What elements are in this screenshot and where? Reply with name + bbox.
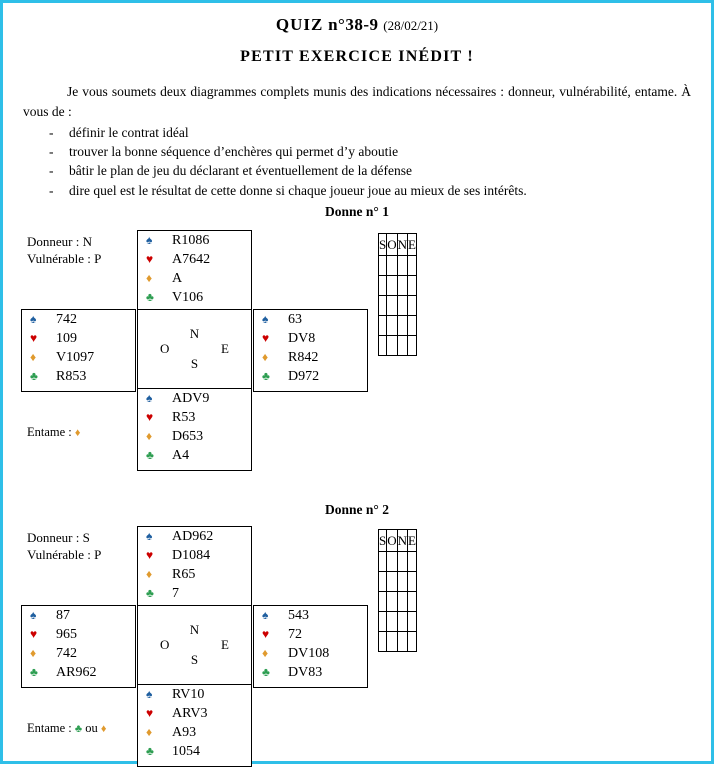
deal-1-bidding-table[interactable] [378,233,417,356]
bid-cell[interactable] [397,276,407,296]
bidding-table-row [379,552,417,572]
deal-2-meta [27,529,101,563]
bidding-table-row [379,592,417,612]
bid-cell[interactable] [397,612,407,632]
hand-suit-row-diamonds [138,565,251,584]
spade-icon: ♠ [30,608,37,622]
bid-cell[interactable] [397,632,407,652]
spade-cards: ADV9 [172,391,210,406]
deal-2-east-hand [253,605,368,688]
diamond-cards: R65 [172,567,196,582]
heart-icon: ♥ [146,410,154,424]
hand-suit-row-hearts [138,704,251,723]
bid-cell[interactable] [387,552,397,572]
bid-cell[interactable] [379,336,387,356]
hand-suit-row-spades [138,389,251,408]
bid-cell[interactable] [408,612,417,632]
diamond-icon: ♦ [30,350,37,364]
deal-2-north-hand [137,526,252,609]
diamond-cards: A93 [172,725,197,740]
compass-east-label: E [221,341,229,356]
hand-suit-row-diamonds [138,723,251,742]
bid-cell[interactable] [379,276,387,296]
bidding-table-row [379,612,417,632]
hand-suit-row-hearts [138,250,251,269]
bid-cell[interactable] [379,592,387,612]
hand-suit-row-hearts [22,625,135,644]
club-cards: V106 [172,290,204,305]
bid-cell[interactable] [379,572,387,592]
bid-cell[interactable] [408,256,417,276]
bullet-dash: - [49,125,54,141]
diamond-icon: ♦ [146,271,153,285]
bullet-dash: - [49,144,54,160]
hand-suit-row-diamonds [254,348,367,367]
intro-block [23,82,691,200]
spade-cards: 63 [288,312,302,327]
spade-icon: ♠ [146,233,153,247]
bid-cell[interactable] [387,276,397,296]
diamond-cards: A [172,271,183,286]
deal-1-meta [27,233,101,267]
hand-suit-row-diamonds [254,644,367,663]
hand-suit-row-spades [254,310,367,329]
hand-suit-row-hearts [138,546,251,565]
bidding-table-row [379,256,417,276]
intro-paragraph: Je vous soumets deux diagrammes complets munis des indications nécessaires : donneur, vulnérabilité, entame. À vous de : [23,84,691,119]
task-text: trouver la bonne séquence d’enchères qui permet d’y aboutie [69,144,399,160]
bidding-table-row [379,336,417,356]
compass-west-label: O [160,341,170,356]
deal-1-west-hand [21,309,136,392]
bid-cell[interactable] [408,572,417,592]
bidding-table-header-row [379,530,417,552]
spade-icon: ♠ [146,391,153,405]
spade-icon: ♠ [262,608,269,622]
bid-cell[interactable] [408,632,417,652]
diamond-icon: ♦ [74,427,81,439]
spade-cards: RV10 [172,687,205,702]
bullet-dash: - [49,182,54,198]
heart-cards: ARV3 [172,706,208,721]
bid-cell[interactable] [408,276,417,296]
bid-cell[interactable] [397,256,407,276]
hand-suit-row-diamonds [138,269,251,288]
heart-icon: ♥ [146,252,154,266]
entame-label: Entame : [27,425,72,439]
bidding-header-west: O [387,530,397,552]
task-list-item [23,123,691,142]
hand-suit-row-clubs [22,367,135,386]
diamond-cards: V1097 [56,350,95,365]
deal-1-north-hand [137,230,252,313]
club-cards: R853 [56,369,87,384]
bidding-table-header-row [379,234,417,256]
bid-cell[interactable] [397,316,407,336]
compass-north-label: N [189,326,200,341]
bid-cell[interactable] [387,336,397,356]
bid-cell[interactable] [379,632,387,652]
bidding-table-row [379,296,417,316]
deal-1-vulnerable: Vulnérable : P [27,251,102,266]
heart-cards: D1084 [172,548,211,563]
spade-cards: 543 [288,608,309,623]
diamond-icon: ♦ [30,646,37,660]
bid-cell[interactable] [408,592,417,612]
hand-suit-row-clubs [254,367,367,386]
club-cards: A4 [172,448,190,463]
bidding-header-east: E [408,530,417,552]
hand-suit-row-spades [22,310,135,329]
task-list-item [23,142,691,161]
bid-cell[interactable] [379,256,387,276]
club-cards: DV83 [288,665,323,680]
bidding-header-south: S [379,234,387,256]
bidding-header-east: E [408,234,417,256]
club-icon: ♣ [262,665,270,679]
club-icon: ♣ [146,744,154,758]
club-cards: 7 [172,586,179,601]
bidding-header-north: N [397,234,407,256]
heart-icon: ♥ [146,548,154,562]
deal-1-compass [137,309,252,392]
heart-icon: ♥ [146,706,154,720]
task-list-item [23,181,691,200]
bid-cell[interactable] [397,552,407,572]
bid-cell[interactable] [379,316,387,336]
deal-2-heading: Donne n° 2 [325,502,389,517]
deal-2-donneur: Donneur : S [27,530,90,545]
task-text: bâtir le plan de jeu du déclarant et éventuellement de la défense [69,163,412,179]
deal-1-south-hand [137,388,252,471]
heart-cards: A7642 [172,252,211,267]
spade-icon: ♠ [146,529,153,543]
diamond-icon: ♦ [262,350,269,364]
heart-icon: ♥ [262,627,270,641]
deal-2-vulnerable: Vulnérable : P [27,547,102,562]
hand-suit-row-diamonds [22,348,135,367]
bidding-header-north: N [397,530,407,552]
club-icon: ♣ [30,665,38,679]
diamond-icon: ♦ [262,646,269,660]
deal-1-east-hand [253,309,368,392]
spade-cards: 87 [56,608,70,623]
heart-icon: ♥ [30,331,38,345]
spade-cards: AD962 [172,529,214,544]
hand-suit-row-clubs [22,663,135,682]
club-cards: D972 [288,369,320,384]
heart-icon: ♥ [30,627,38,641]
bid-cell[interactable] [397,572,407,592]
bidding-header-south: S [379,530,387,552]
deal-2-entame [27,721,107,736]
bid-cell[interactable] [379,612,387,632]
bid-cell[interactable] [387,316,397,336]
quiz-number: n°38-9 [328,15,379,34]
club-icon: ♣ [30,369,38,383]
hand-suit-row-clubs [254,663,367,682]
heart-cards: 109 [56,331,77,346]
bid-cell[interactable] [387,572,397,592]
deal-2-bidding-table[interactable] [378,529,417,652]
quiz-title-word: QUIZ [275,15,324,34]
heart-cards: 965 [56,627,77,642]
spade-icon: ♠ [262,312,269,326]
diamond-icon: ♦ [100,723,107,735]
bid-cell[interactable] [397,296,407,316]
diamond-icon: ♦ [146,725,153,739]
task-text: définir le contrat idéal [69,125,189,141]
quiz-date: (28/02/21) [383,18,439,33]
hand-suit-row-spades [138,527,251,546]
heart-cards: R53 [172,410,196,425]
hand-suit-row-hearts [138,408,251,427]
bid-cell[interactable] [387,296,397,316]
bid-cell[interactable] [387,592,397,612]
heart-cards: DV8 [288,331,316,346]
hand-suit-row-diamonds [22,644,135,663]
compass-south-label: S [190,356,199,371]
club-cards: 1054 [172,744,200,759]
page-title [3,15,711,35]
task-list-item [23,161,691,180]
bid-cell[interactable] [408,316,417,336]
compass-north-label: N [189,622,200,637]
task-text: dire quel est le résultat de cette donne si chaque joueur joue au mieux de ses intérêts. [69,182,527,198]
club-icon: ♣ [146,290,154,304]
bid-cell[interactable] [408,552,417,572]
deal-1-entame [27,425,81,440]
club-icon: ♣ [146,448,154,462]
deal-2-compass [137,605,252,688]
club-cards: AR962 [56,665,97,680]
club-icon: ♣ [146,586,154,600]
hand-suit-row-spades [138,231,251,250]
diamond-cards: DV108 [288,646,330,661]
club-icon: ♣ [262,369,270,383]
bidding-table-row [379,316,417,336]
hand-suit-row-diamonds [138,427,251,446]
task-list [23,123,691,200]
bid-cell[interactable] [397,336,407,356]
deal-1-heading: Donne n° 1 [325,204,389,219]
compass-west-label: O [160,637,170,652]
bid-cell[interactable] [387,256,397,276]
spade-icon: ♠ [146,687,153,701]
hand-suit-row-hearts [254,625,367,644]
entame-conjunction: ou [85,721,98,735]
diamond-cards: D653 [172,429,204,444]
bidding-table-row [379,572,417,592]
bid-cell[interactable] [379,296,387,316]
diamond-icon: ♦ [146,567,153,581]
bid-cell[interactable] [408,336,417,356]
hand-suit-row-clubs [138,446,251,465]
spade-cards: R1086 [172,233,210,248]
heart-cards: 72 [288,627,302,642]
spade-icon: ♠ [30,312,37,326]
bid-cell[interactable] [408,296,417,316]
deal-2-west-hand [21,605,136,688]
bid-cell[interactable] [379,552,387,572]
bid-cell[interactable] [397,592,407,612]
hand-suit-row-spades [254,606,367,625]
bidding-table-row [379,632,417,652]
spade-cards: 742 [56,312,77,327]
deal-1-donneur: Donneur : N [27,234,92,249]
bidding-header-west: O [387,234,397,256]
diamond-cards: 742 [56,646,77,661]
bid-cell[interactable] [387,632,397,652]
compass-east-label: E [221,637,229,652]
hand-suit-row-spades [22,606,135,625]
bullet-dash: - [49,163,54,179]
hand-suit-row-spades [138,685,251,704]
hand-suit-row-hearts [22,329,135,348]
heart-icon: ♥ [262,331,270,345]
entame-label: Entame : [27,721,72,735]
club-icon: ♣ [74,723,83,735]
hand-suit-row-hearts [254,329,367,348]
bidding-table-row [379,276,417,296]
diamond-icon: ♦ [146,429,153,443]
page-subtitle: PETIT EXERCICE INÉDIT ! [240,48,474,65]
hand-suit-row-clubs [138,742,251,761]
deal-2-south-hand [137,684,252,767]
diamond-cards: R842 [288,350,319,365]
hand-suit-row-clubs [138,288,251,307]
bid-cell[interactable] [387,612,397,632]
compass-south-label: S [190,652,199,667]
hand-suit-row-clubs [138,584,251,603]
